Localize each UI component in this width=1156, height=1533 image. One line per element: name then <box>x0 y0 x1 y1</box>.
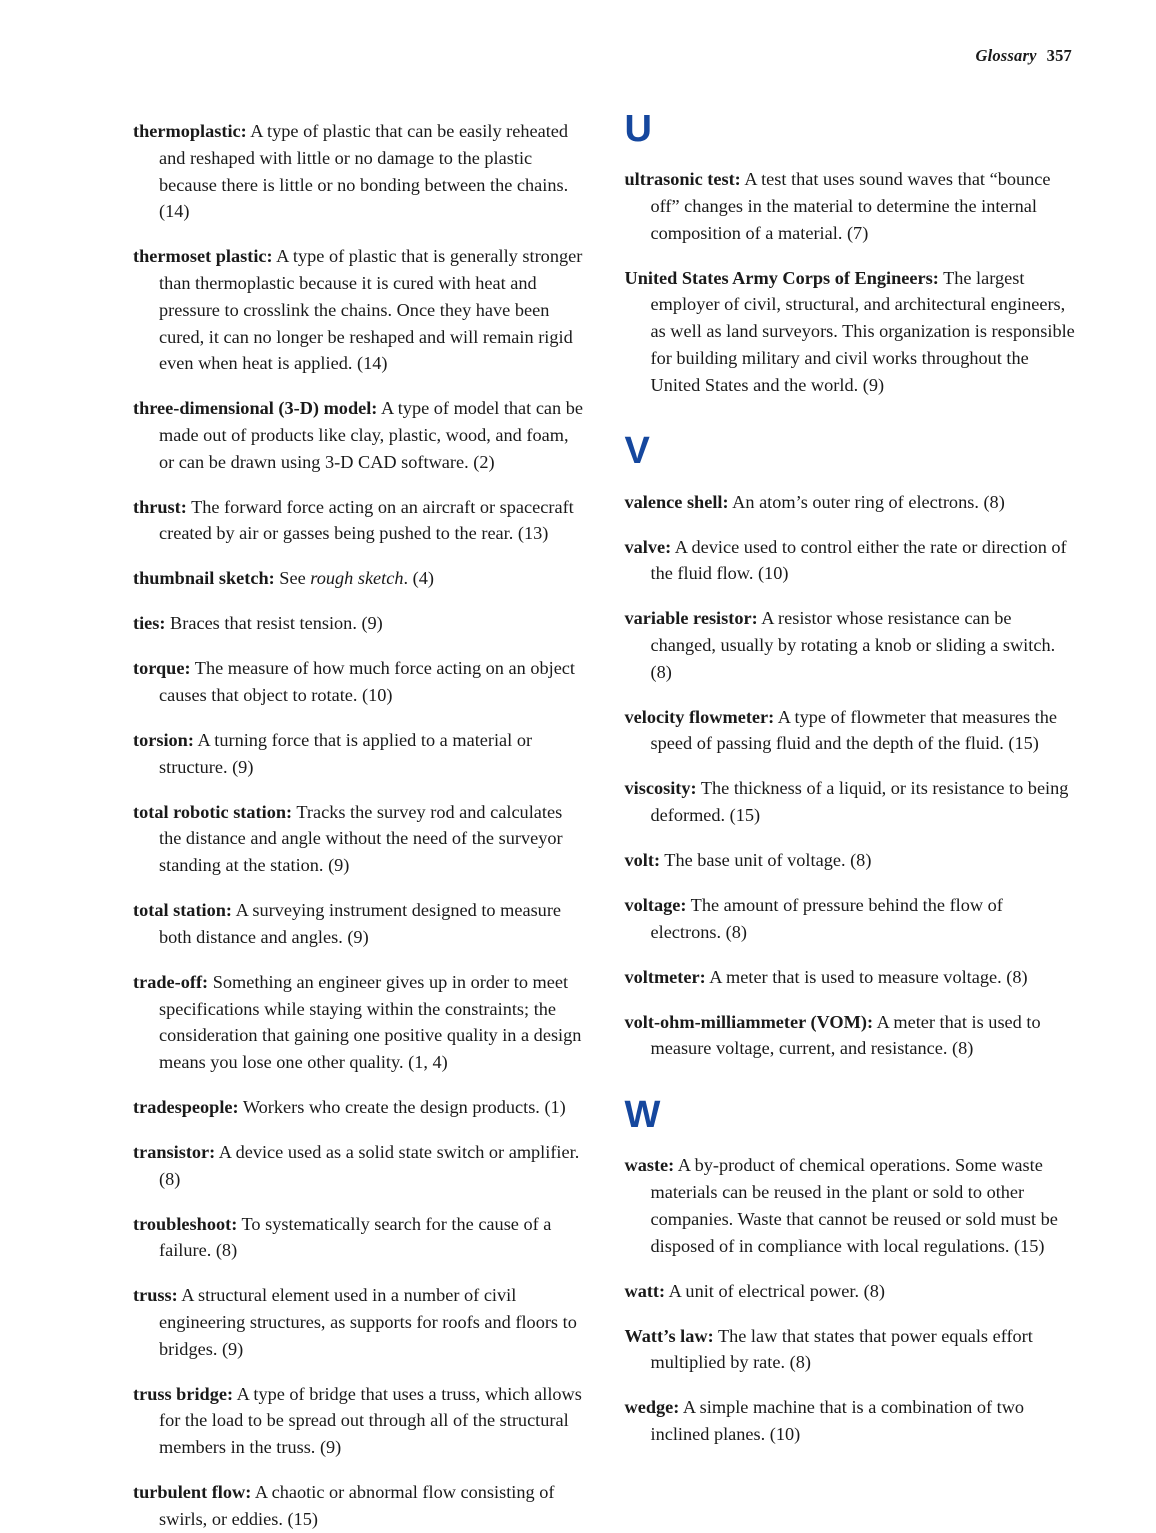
glossary-term: total station: <box>133 900 233 921</box>
glossary-entry <box>133 243 587 377</box>
glossary-entry <box>133 799 587 879</box>
glossary-term: Watt’s law: <box>624 1325 714 1346</box>
glossary-entry <box>625 166 1079 246</box>
glossary-term: voltmeter: <box>624 966 706 987</box>
glossary-definition: A type of model that can be made out of products like clay, plastic, wood, and foam, or can be drawn using 3-D CAD software. (2) <box>159 398 584 472</box>
glossary-cross-reference: rough sketch <box>310 568 404 589</box>
glossary-entry <box>133 395 587 475</box>
glossary-definition: To systematically search for the cause of a failure. (8) <box>159 1213 552 1261</box>
glossary-definition: A type of plastic that can be easily reheated and reshaped with little or no damage to the plastic because there is little or no bonding between the chains. (14) <box>159 121 569 222</box>
glossary-entry <box>133 969 587 1076</box>
glossary-entry <box>625 1152 1079 1259</box>
glossary-definition: The thickness of a liquid, or its resistance to being deformed. (15) <box>650 778 1069 826</box>
glossary-entry <box>133 118 587 225</box>
glossary-term: troubleshoot: <box>133 1213 238 1234</box>
letter-heading-w: W <box>624 1094 661 1137</box>
glossary-definition: The forward force acting on an aircraft or spacecraft created by air or gasses being pushed to the rear. (13) <box>159 496 574 544</box>
glossary-entry <box>133 1282 587 1362</box>
glossary-definition: A meter that is used to measure voltage, current, and resistance. (8) <box>650 1011 1041 1059</box>
glossary-term: torsion: <box>133 730 194 751</box>
glossary-definition: A unit of electrical power. (8) <box>665 1280 885 1301</box>
left-column <box>133 100 587 1533</box>
glossary-entry <box>625 847 1079 874</box>
glossary-term: total robotic station: <box>133 801 293 822</box>
glossary-term: wedge: <box>624 1397 680 1418</box>
glossary-entry <box>133 1381 587 1461</box>
glossary-term: volt: <box>624 850 661 871</box>
glossary-term: voltage: <box>624 895 687 916</box>
glossary-term: thermoplastic: <box>133 121 247 142</box>
glossary-definition: A type of flowmeter that measures the speed of passing fluid and the depth of the fluid. (15) <box>650 706 1058 754</box>
glossary-definition: A device used to control either the rate or direction of the fluid flow. (10) <box>650 536 1067 584</box>
letter-heading-u: U <box>624 108 652 150</box>
glossary-definition: A type of bridge that uses a truss, which allows for the load to be spread out through all of the structural members in the truss. (9) <box>159 1383 582 1458</box>
glossary-entry <box>625 1394 1079 1447</box>
glossary-term: valence shell: <box>624 491 729 512</box>
glossary-definition: See <box>274 568 311 589</box>
glossary-definition: Something an engineer gives up in order to meet specifications while staying within the constraints; the consideration that gaining one positive quality in a design means you lose one other quality. (1, 4) <box>159 971 582 1072</box>
glossary-term: waste: <box>624 1155 675 1176</box>
glossary-entry <box>625 489 1079 516</box>
glossary-definition-end: . (4) <box>403 568 434 589</box>
glossary-entry <box>625 1278 1079 1305</box>
glossary-term: trade-off: <box>133 971 209 992</box>
glossary-definition: A resistor whose resistance can be changed, usually by rotating a knob or sliding a switch. (8) <box>650 608 1056 682</box>
glossary-label: Glossary <box>975 46 1037 65</box>
glossary-term: thumbnail sketch: <box>133 568 275 589</box>
glossary-definition: Braces that resist tension. (9) <box>165 613 383 634</box>
glossary-entry <box>133 655 587 708</box>
glossary-term: viscosity: <box>624 778 697 799</box>
glossary-term: watt: <box>624 1280 666 1301</box>
glossary-term: turbulent flow: <box>133 1482 252 1503</box>
glossary-term: thermoset plastic: <box>133 246 273 267</box>
glossary-definition: The amount of pressure behind the flow of electrons. (8) <box>650 895 1003 942</box>
glossary-term: variable resistor: <box>624 608 758 629</box>
glossary-entry <box>625 892 1079 945</box>
glossary-term: ties: <box>133 613 166 634</box>
glossary-definition: Workers who create the design products. (1) <box>238 1096 566 1117</box>
glossary-entry <box>625 1009 1079 1062</box>
glossary-term: ultrasonic test: <box>624 169 741 190</box>
glossary-term: three-dimensional (3-D) model: <box>133 398 378 419</box>
glossary-term: torque: <box>133 658 191 679</box>
glossary-term: thrust: <box>133 496 187 517</box>
glossary-definition: A device used as a solid state switch or amplifier. (8) <box>159 1141 580 1189</box>
glossary-entry <box>133 1139 587 1192</box>
glossary-definition: Tracks the survey rod and calculates the distance and angle without the need of the surveyor standing at the station. (9) <box>159 801 563 876</box>
glossary-definition: A test that uses sound waves that “bounce off” changes in the material to determine the internal composition of a material. (7) <box>650 169 1051 243</box>
page-header <box>975 46 1072 66</box>
glossary-term: United States Army Corps of Engineers: <box>624 267 939 288</box>
glossary-term: truss bridge: <box>133 1383 234 1404</box>
glossary-entry <box>625 1323 1079 1376</box>
right-column <box>625 100 1079 1533</box>
glossary-entry <box>133 1479 587 1532</box>
glossary-entry <box>133 897 587 950</box>
glossary-definition: A type of plastic that is generally stronger than thermoplastic because it is cured with heat and pressure to crosslink the chains. Once they have been cured, it can no longer be reshaped and will remain rigid even when heat is applied. (14) <box>159 246 583 374</box>
glossary-definition: A meter that is used to measure voltage. (8) <box>705 966 1028 987</box>
glossary-entry <box>133 1211 587 1264</box>
glossary-definition: A turning force that is applied to a material or structure. (9) <box>159 730 533 777</box>
glossary-definition: The law that states that power equals effort multiplied by rate. (8) <box>650 1325 1033 1373</box>
glossary-entry <box>133 565 587 592</box>
glossary-entry <box>133 494 587 547</box>
glossary-term: valve: <box>624 536 672 557</box>
letter-heading-v: V <box>624 430 650 473</box>
glossary-term: truss: <box>133 1285 178 1306</box>
glossary-entry <box>625 265 1079 399</box>
glossary-term: transistor: <box>133 1141 216 1162</box>
glossary-term: volt-ohm-milliammeter (VOM): <box>624 1011 874 1032</box>
glossary-entry <box>625 964 1079 991</box>
glossary-entry <box>133 1094 587 1121</box>
glossary-entry <box>625 605 1079 685</box>
glossary-definition: A by-product of chemical operations. Some waste materials can be reused in the plant or sold to other companies. Waste that cannot be reused or sold must be disposed of in compliance with local regulations. (15) <box>650 1155 1058 1256</box>
glossary-definition: A structural element used in a number of civil engineering structures, as supports for roofs and floors to bridges. (9) <box>159 1285 577 1359</box>
glossary-entry <box>133 610 587 637</box>
glossary-term: velocity flowmeter: <box>624 706 775 727</box>
glossary-term: tradespeople: <box>133 1096 239 1117</box>
glossary-entry <box>625 534 1079 587</box>
glossary-definition: A chaotic or abnormal flow consisting of swirls, or eddies. (15) <box>159 1482 555 1529</box>
glossary-columns <box>133 100 1078 1533</box>
glossary-definition: The base unit of voltage. (8) <box>660 850 872 871</box>
glossary-definition: An atom’s outer ring of electrons. (8) <box>728 491 1005 512</box>
glossary-definition: The largest employer of civil, structural, and architectural engineers, as well as land surveyors. This organization is responsible for building military and civil works throughout the United States and the world. (9) <box>650 267 1075 395</box>
glossary-definition: A surveying instrument designed to measure both distance and angles. (9) <box>159 900 562 947</box>
page-number: 357 <box>1046 46 1072 65</box>
glossary-entry <box>625 775 1079 828</box>
glossary-entry <box>625 704 1079 757</box>
glossary-definition: The measure of how much force acting on an object causes that object to rotate. (10) <box>159 658 576 706</box>
glossary-entry <box>133 727 587 780</box>
glossary-definition: A simple machine that is a combination of two inclined planes. (10) <box>650 1397 1025 1444</box>
